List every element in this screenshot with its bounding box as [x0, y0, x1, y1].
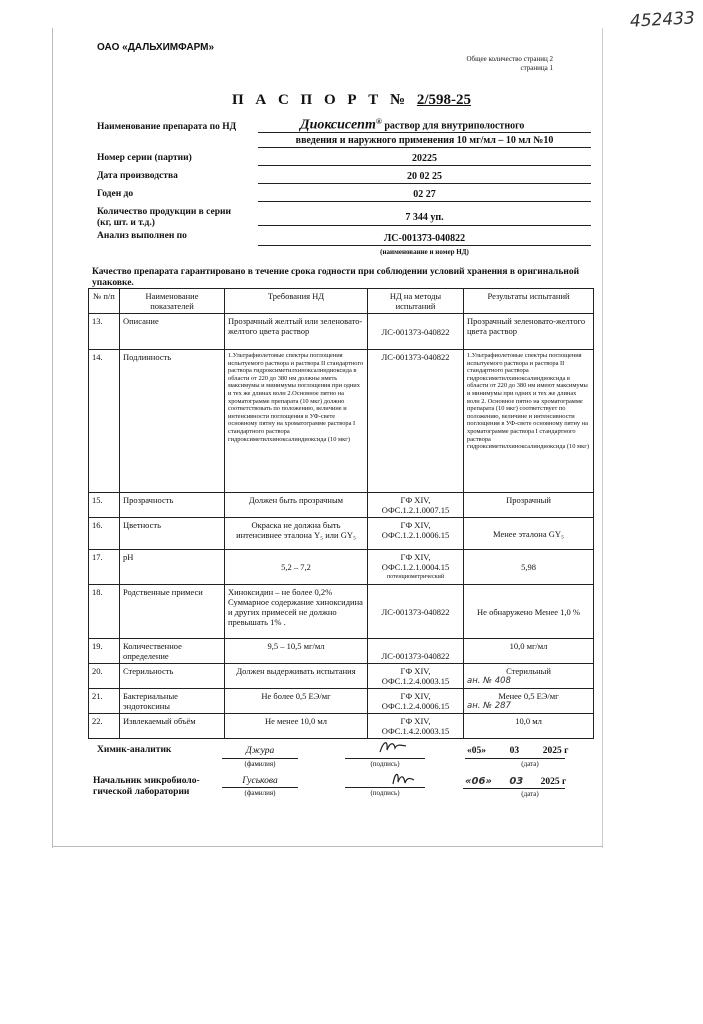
- row-result-extra: ан. № 287: [467, 701, 511, 711]
- underline: [465, 758, 565, 759]
- scan-edge-right: [602, 28, 603, 848]
- chemist-signature-caption: (подпись): [370, 760, 400, 768]
- series-label: Номер серии (партии): [97, 153, 192, 163]
- qty-label-1: Количество продукции в серии: [97, 207, 231, 217]
- row-method: ГФ XIV, ОФС.1.4.2.0003.15: [368, 714, 464, 739]
- row-name: Цветность: [120, 518, 225, 550]
- underline: [345, 787, 425, 788]
- row-name: Бактериальные эндотоксины: [120, 689, 225, 714]
- row-number: 22.: [89, 714, 120, 739]
- row-number: 15.: [89, 493, 120, 518]
- head-name: Гуськова: [242, 776, 278, 786]
- table-row: [89, 493, 594, 518]
- row-method-note: потенциометрический: [386, 574, 445, 580]
- row-method: ЛС-001373-040822: [368, 314, 464, 350]
- company-name: ОАО «ДАЛЬХИМФАРМ»: [97, 42, 215, 53]
- signature-scribble-icon: [378, 738, 408, 756]
- row-method: ЛС-001373-040822: [368, 585, 464, 639]
- row-number: 18.: [89, 585, 120, 639]
- table-row: [89, 350, 594, 493]
- row-requirement: 9,5 – 10,5 мг/мл: [225, 639, 368, 664]
- underline: [258, 183, 591, 184]
- underline: [222, 787, 298, 788]
- table-row: [89, 518, 594, 550]
- chemist-label: Химик-аналитик: [97, 745, 172, 755]
- chemist-date-day: «05»: [467, 746, 486, 756]
- underline: [258, 245, 591, 246]
- chemist-signature: [378, 738, 408, 760]
- row-number: 13.: [89, 314, 120, 350]
- underline: [463, 788, 565, 789]
- row-result: 10,0 мг/мл: [464, 639, 594, 664]
- table-header-row: [89, 289, 594, 314]
- head-surname-caption: (фамилия): [244, 789, 276, 797]
- row-result-extra: ан. № 408: [467, 676, 511, 686]
- row-method: ЛС-001373-040822: [368, 639, 464, 664]
- underline: [258, 201, 591, 202]
- underline: [258, 147, 591, 148]
- row-name: Подлинность: [120, 350, 225, 493]
- row-number: 20.: [89, 664, 120, 689]
- drug-desc2: введения и наружного применения 10 мг/мл – 10 мл №10: [295, 135, 554, 146]
- chemist-date-year: 2025 г: [542, 746, 569, 756]
- qty-value: 7 344 уп.: [405, 212, 444, 223]
- row-result: Стерильный: [506, 666, 551, 676]
- row-method: ГФ XIV, ОФС.1.2.1.0006.15: [368, 518, 464, 550]
- row-result-cell: [464, 689, 594, 714]
- row-name: pH: [120, 550, 225, 585]
- underline: [345, 758, 425, 759]
- chemist-date-caption: (дата): [521, 760, 539, 768]
- pages-total: Общее количество страниц 2: [466, 55, 553, 63]
- scan-edge-left: [52, 28, 53, 848]
- prod-date-label: Дата производства: [97, 171, 178, 181]
- row-method: ГФ XIV, ОФС.1.2.1.0004.15: [381, 552, 450, 572]
- expiry-label: Годен до: [97, 189, 134, 199]
- drug-mark: ®: [375, 117, 382, 126]
- row-name: Извлекаемый объём: [120, 714, 225, 739]
- head-date-day: «06»: [465, 776, 492, 787]
- table-row: [89, 585, 594, 639]
- row-result: 5,98: [464, 550, 594, 585]
- row-number: 16.: [89, 518, 120, 550]
- row-name: Количественное определение: [120, 639, 225, 664]
- table-row: [89, 689, 594, 714]
- underline: [258, 132, 591, 133]
- passport-number: 2/598-25: [416, 92, 472, 108]
- row-requirement: Прозрачный желтый или зеленовато-желтого цвета раствор: [225, 314, 368, 350]
- row-number: 14.: [89, 350, 120, 493]
- analysis-label: Анализ выполнен по: [97, 231, 187, 241]
- drug-name: Диоксисепт: [300, 117, 376, 133]
- row-result: 1.Ультрафиолетовые спектры поглощения испытуемого раствора и раствора II стандартного раствора гидроксиметилхиноксалиндиоксида в области от 220 до 380 нм имеют максимумы и минимумы при одних и тех же длинах волн 2. Основное пятно на хроматограмме препарата (10 мкг) соответствует по положению, величине и интенсивности поглощения в УФ-свете основному пятну на хроматограмме раствора I стандартного раствора гидроксиметилхиноксалиндиоксида (10 мкг): [464, 350, 594, 493]
- analysis-caption: (наименование и номер НД): [380, 248, 469, 256]
- row-result-cell: [464, 664, 594, 689]
- row-method: ГФ XIV, ОФС.1.2.4.0003.15: [368, 664, 464, 689]
- drug-line1: [300, 117, 524, 133]
- analysis-value: ЛС-001373-040822: [383, 233, 466, 244]
- row-name: Родственные примеси: [120, 585, 225, 639]
- chemist-name: Джура: [245, 746, 275, 756]
- table-row: [89, 664, 594, 689]
- chemist-date: [467, 746, 568, 756]
- underline: [258, 165, 591, 166]
- scan-edge-bottom: [52, 846, 603, 847]
- row-number: 21.: [89, 689, 120, 714]
- row-requirement: Должен быть прозрачным: [225, 493, 368, 518]
- table-row: [89, 314, 594, 350]
- series-value: 20225: [412, 153, 437, 164]
- row-requirement: Должен выдерживать испытания: [225, 664, 368, 689]
- prod-date-value: 20 02 25: [407, 171, 442, 182]
- head-date-year: 2025 г: [540, 777, 567, 787]
- qty-label-2: (кг, шт. и т.д.): [97, 218, 155, 228]
- head-date-caption: (дата): [521, 790, 539, 798]
- title-prefix: П А С П О Р Т №: [231, 92, 417, 108]
- row-requirement: 1.Ультрафиолетовые спектры поглощения испытуемого раствора и раствора II стандартного раствора гидроксиметилхиноксалиндиоксида в области от 220 до 380 нм должны иметь максимумы и минимумы поглощения при одних и тех же длинах волн 2.Основное пятно на хроматограмме препарата (10 мкг) должно соответствовать по положению, величине и интенсивности поглощения в УФ-свете основному пятну на хроматограмме раствора I стандартного раствора гидроксиметилхиноксалиндиоксида (10 мкг): [225, 350, 368, 493]
- chemist-date-month: 03: [509, 746, 520, 756]
- header-number: № п/п: [89, 289, 120, 314]
- row-name: Прозрачность: [120, 493, 225, 518]
- row-requirement: Хиноксидин – не более 0,2% Суммарное содержание хиноксидина и других примесей не должно превышать 1% .: [225, 585, 368, 639]
- underline: [222, 758, 298, 759]
- row-name: Стерильность: [120, 664, 225, 689]
- row-result: Прозрачный: [464, 493, 594, 518]
- head-date-month: 03: [509, 776, 524, 787]
- quality-statement: Качество препарата гарантировано в течение срока годности при соблюдении условий хранения в оригинальной упаковке.: [92, 267, 580, 288]
- row-number: 17.: [89, 550, 120, 585]
- head-date: [465, 776, 566, 787]
- row-requirement: 5,2 – 7,2: [225, 550, 368, 585]
- row-method: ГФ XIV, ОФС.1.2.1.0007.15: [368, 493, 464, 518]
- row-result: Прозрачный зеленовато-желтого цвета раствор: [464, 314, 594, 350]
- signature-scribble-icon: [390, 768, 416, 788]
- results-table: [88, 288, 594, 739]
- expiry-value: 02 27: [413, 189, 436, 200]
- table-row: [89, 550, 594, 585]
- page-info: [463, 55, 553, 73]
- row-requirement: Окраска не должна быть интенсивнее эталона Y₅ или GY₅: [225, 518, 368, 550]
- row-result: Менее эталона GY₅: [464, 518, 594, 550]
- page-current: страница 1: [520, 64, 553, 72]
- row-number: 19.: [89, 639, 120, 664]
- row-requirement: Не менее 10,0 мл: [225, 714, 368, 739]
- head-label-1: Начальник микробиоло-: [93, 776, 200, 786]
- row-name: Описание: [120, 314, 225, 350]
- handwritten-number: 452433: [629, 8, 696, 32]
- drug-label: Наименование препарата по НД: [97, 122, 237, 132]
- row-method-cell: [368, 550, 464, 585]
- head-signature-caption: (подпись): [370, 789, 400, 797]
- underline: [258, 225, 591, 226]
- row-result: 10,0 мл: [464, 714, 594, 739]
- row-requirement: Не более 0,5 ЕЭ/мг: [225, 689, 368, 714]
- header-method: НД на методы испытаний: [368, 289, 464, 314]
- header-requirements: Требования НД: [225, 289, 368, 314]
- chemist-surname-caption: (фамилия): [244, 760, 276, 768]
- row-result: Не обнаружено Менее 1,0 %: [464, 585, 594, 639]
- row-method: ЛС-001373-040822: [368, 350, 464, 493]
- head-label-2: гической лаборатории: [93, 787, 190, 797]
- table-row: [89, 714, 594, 739]
- row-result: Менее 0,5 ЕЭ/мг: [498, 691, 559, 701]
- row-method: ГФ XIV, ОФС.1.2.4.0006.15: [368, 689, 464, 714]
- page-title: [0, 92, 703, 109]
- drug-desc1: раствор для внутриполостного: [381, 120, 525, 132]
- header-results: Результаты испытаний: [464, 289, 594, 314]
- table-row: [89, 639, 594, 664]
- header-name: Наименование показателей: [120, 289, 225, 314]
